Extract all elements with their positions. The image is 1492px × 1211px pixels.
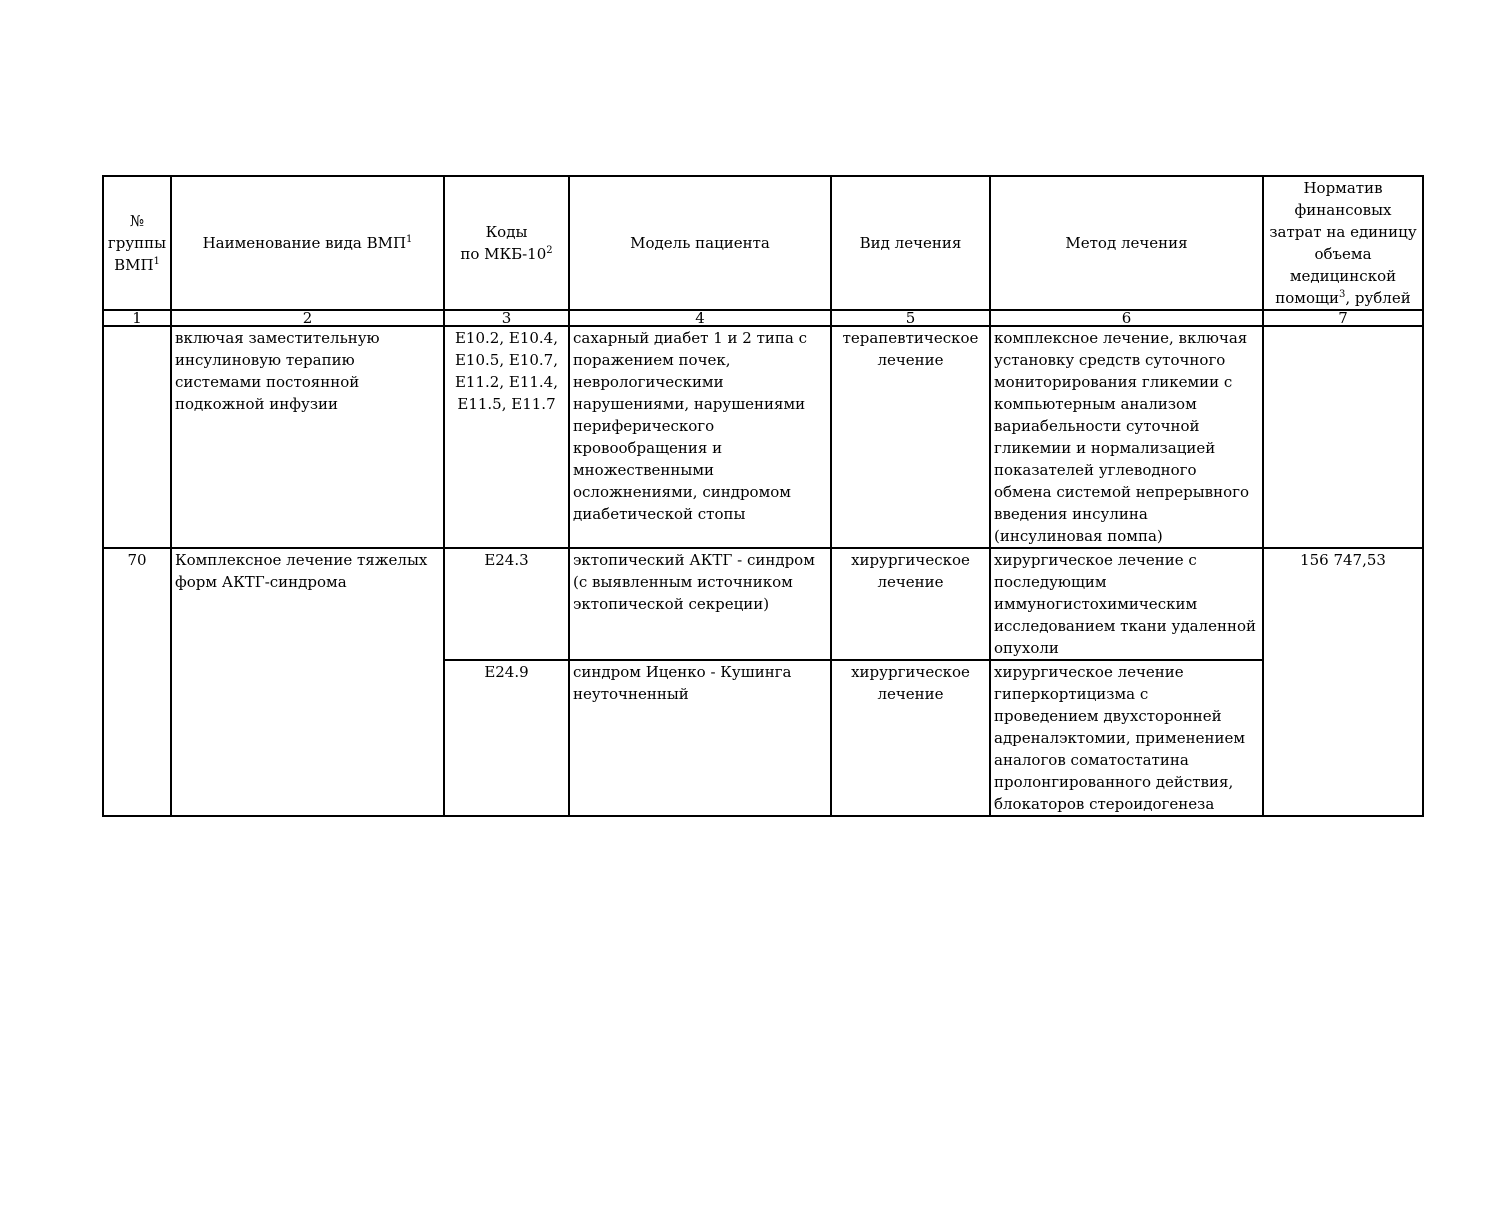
column-number: 1 [103, 310, 171, 326]
header-cost-norm: Норматив финансовых затрат на единицу объема медицинской помощи$^3$, рублей [1263, 176, 1423, 310]
cell-cost: 156 747,53 [1263, 548, 1423, 816]
vmp-table [102, 175, 1424, 817]
cell-icd-codes: E24.3 [444, 548, 569, 660]
column-number: 5 [831, 310, 990, 326]
table-row [103, 326, 1423, 548]
cell-treatment-type: терапевтическое лечение [831, 326, 990, 548]
cell-icd-codes: E10.2, E10.4, E10.5, E10.7, E11.2, E11.4, E11.5, E11.7 [444, 326, 569, 548]
cell-icd-codes: E24.9 [444, 660, 569, 816]
header-treatment-type: Вид лечения [831, 176, 990, 310]
header-row [103, 176, 1423, 310]
header-patient-model: Модель пациента [569, 176, 831, 310]
cell-vmp-name: Комплексное лечение тяжелых форм АКТГ-синдрома [171, 548, 444, 816]
cell-vmp-name: включая заместительную инсулиновую терапию системами постоянной подкожной инфузии [171, 326, 444, 548]
cell-patient-model: синдром Иценко - Кушинга неуточненный [569, 660, 831, 816]
table-body [103, 310, 1423, 816]
table-row [103, 548, 1423, 660]
column-number: 7 [1263, 310, 1423, 326]
header-icd-codes: Коды по МКБ-$10^2$ [444, 176, 569, 310]
table-header [103, 176, 1423, 310]
cell-group-number [103, 326, 171, 548]
cell-cost [1263, 326, 1423, 548]
cell-treatment-method: хирургическое лечение с последующим иммуногистохимическим исследованием ткани удаленной опухоли [990, 548, 1263, 660]
cell-treatment-method: хирургическое лечение гиперкортицизма с проведением двухсторонней адреналэктомии, применением аналогов соматостатина пролонгированного действия, блокаторов стероидогенеза [990, 660, 1263, 816]
cell-treatment-type: хирургическое лечение [831, 660, 990, 816]
column-number: 2 [171, 310, 444, 326]
cell-treatment-type: хирургическое лечение [831, 548, 990, 660]
cell-patient-model: сахарный диабет 1 и 2 типа с поражением почек, неврологическими нарушениями, нарушениями периферического кровообращения и множественными осложнениями, синдромом диабетической стопы [569, 326, 831, 548]
column-number: 6 [990, 310, 1263, 326]
column-number: 3 [444, 310, 569, 326]
column-number-row [103, 310, 1423, 326]
header-treatment-method: Метод лечения [990, 176, 1263, 310]
header-group-number: № группы ВМП$^1$ [103, 176, 171, 310]
cell-patient-model: эктопический АКТГ - синдром (с выявленным источником эктопической секреции) [569, 548, 831, 660]
column-number: 4 [569, 310, 831, 326]
cell-group-number: 70 [103, 548, 171, 816]
cell-treatment-method: комплексное лечение, включая установку средств суточного мониторирования гликемии с компьютерным анализом вариабельности суточной гликемии и нормализацией показателей углеводного обмена системой непрерывного введения инсулина (инсулиновая помпа) [990, 326, 1263, 548]
header-vmp-name: Наименование вида ВМП$^1$ [171, 176, 444, 310]
